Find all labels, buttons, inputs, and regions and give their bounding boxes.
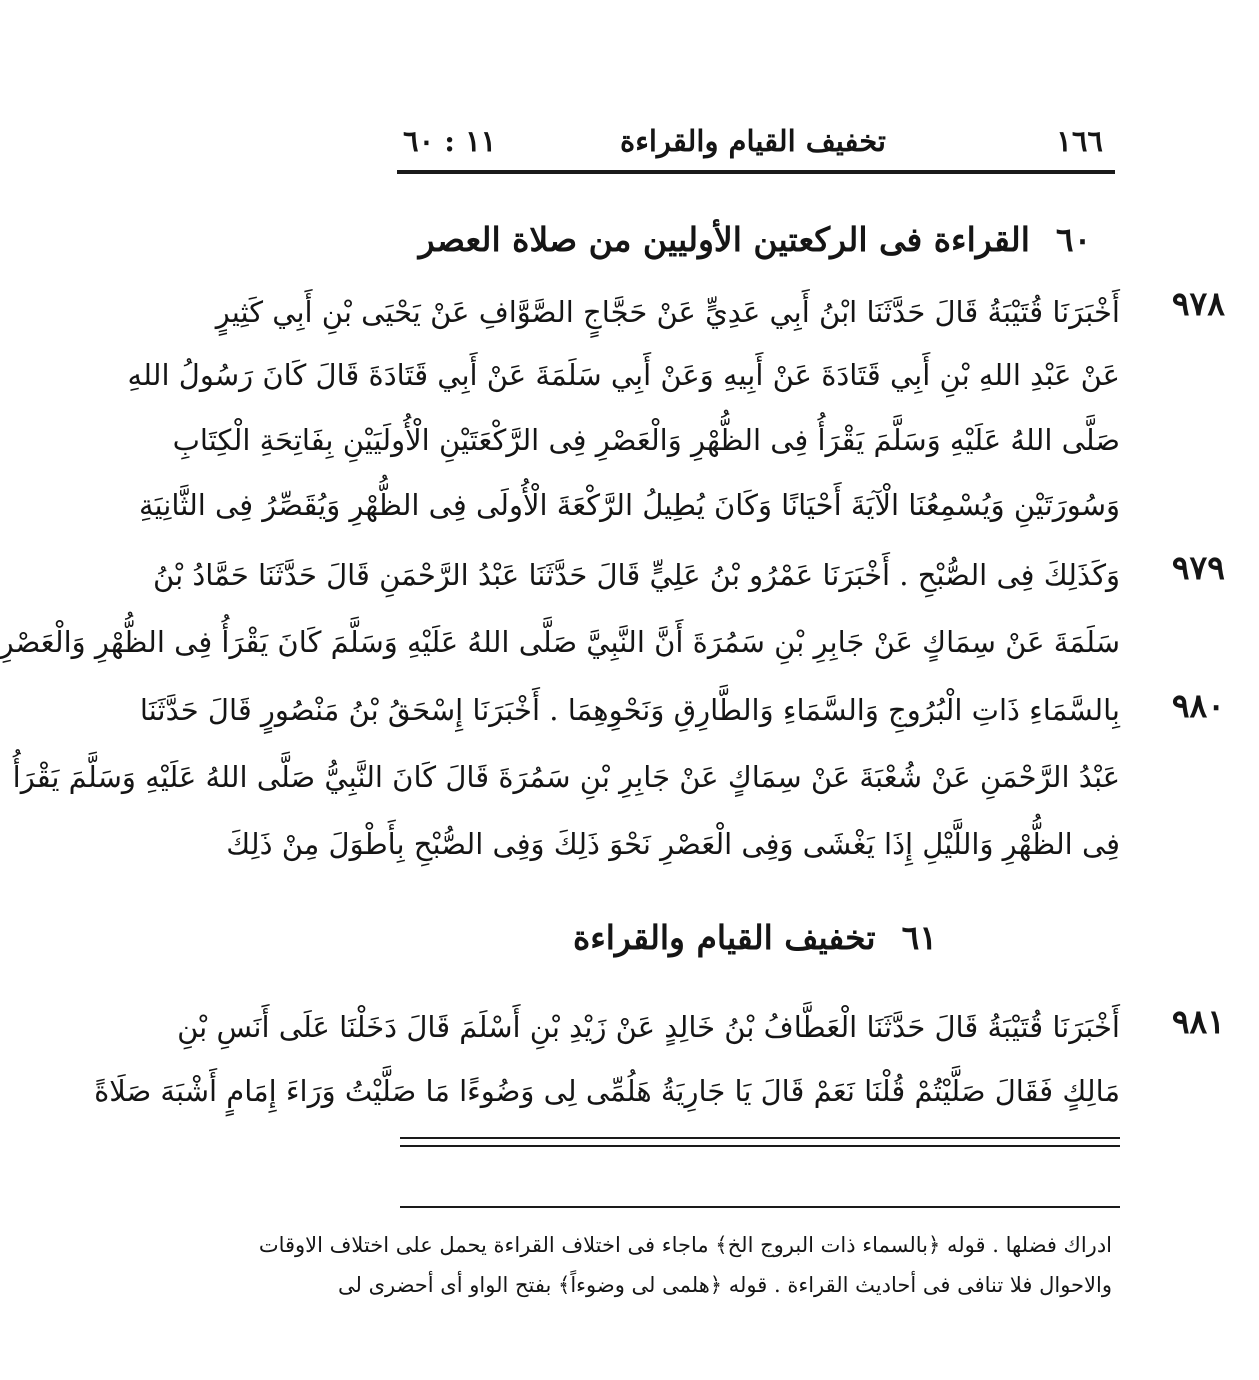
text-line: فِى الظُّهْرِ وَاللَّيْلِ إِذَا يَغْشَى وَفِى الْعَصْرِ نَحْوَ ذَلِكَ وَفِى الصُّبْحِ بِأَطْوَلَ مِنْ ذَلِكَ — [226, 827, 1120, 861]
text-line: سَلَمَةَ عَنْ سِمَاكٍ عَنْ جَابِرِ بْنِ سَمُرَةَ أَنَّ النَّبِيَّ صَلَّى اللهُ عَلَيْهِ وَسَلَّمَ كَانَ يَقْرَأُ فِى الظُّهْرِ وَالْعَصْرِ — [0, 625, 1120, 659]
header-rule — [397, 170, 1115, 174]
footnote-separator-rule — [400, 1206, 1120, 1208]
hadith-number-980: ٩٨٠ — [1171, 686, 1225, 725]
chapter-title: تخفيف القيام والقراءة — [572, 918, 876, 957]
text-line: صَلَّى اللهُ عَلَيْهِ وَسَلَّمَ يَقْرَأُ فِى الظُّهْرِ وَالْعَصْرِ فِى الرَّكْعَتَيْنِ الْأُولَيَيْنِ بِفَاتِحَةِ الْكِتَابِ — [172, 423, 1120, 457]
text-line: مَالِكٍ فَقَالَ صَلَّيْتُمْ قُلْنَا نَعَمْ قَالَ يَا جَارِيَةُ هَلُمِّى لِى وَضُوءًا مَا صَلَّيْتُ وَرَاءَ إِمَامٍ أَشْبَهَ صَلَاةً — [94, 1074, 1120, 1108]
chapter-heading-60 — [405, 220, 1105, 259]
text-line: أَخْبَرَنَا قُتَيْبَةُ قَالَ حَدَّثَنَا ابْنُ أَبِي عَدِيٍّ عَنْ حَجَّاجٍ الصَّوَّافِ عَنْ يَحْيَى بْنِ أَبِي كَثِيرٍ — [215, 295, 1120, 329]
text-line: بِالسَّمَاءِ ذَاتِ الْبُرُوجِ وَالسَّمَاءِ وَالطَّارِقِ وَنَحْوِهِمَا . أَخْبَرَنَا إِسْحَقُ بْنُ مَنْصُورٍ قَالَ حَدَّثَنَا — [139, 693, 1120, 727]
chapter-number: ٦٠ — [1055, 220, 1092, 259]
footnote-line: والاحوال فلا تنافى فى أحاديث القراءة . قوله ﴿هلمى لى وضوءاً﴾ بفتح الواو أى أحضرى لى — [338, 1273, 1112, 1297]
text-line: وَسُورَتَيْنِ وَيُسْمِعُنَا الْآيَةَ أَحْيَانًا وَكَانَ يُطِيلُ الرَّكْعَةَ الْأُولَى فِى الظُّهْرِ وَيُقَصِّرُ فِى الثَّانِيَةِ — [138, 488, 1120, 522]
text-line: عَبْدُ الرَّحْمَنِ عَنْ شُعْبَةَ عَنْ سِمَاكٍ عَنْ جَابِرِ بْنِ سَمُرَةَ قَالَ كَانَ النَّبِيُّ صَلَّى اللهُ عَلَيْهِ وَسَلَّمَ يَقْرَأُ — [12, 760, 1120, 794]
hadith-number-979: ٩٧٩ — [1171, 548, 1225, 587]
hadith-number-981: ٩٨١ — [1171, 1002, 1225, 1041]
text-line: عَنْ عَبْدِ اللهِ بْنِ أَبِي قَتَادَةَ عَنْ أَبِيهِ وَعَنْ أَبِي سَلَمَةَ عَنْ أَبِي قَتَادَةَ قَالَ كَانَ رَسُولُ اللهِ — [127, 358, 1120, 392]
chapter-number: ٦١ — [901, 918, 938, 957]
page-number: ١٦٦ — [1056, 124, 1103, 158]
footnote-line: ادراك فضلها . قوله ﴿بالسماء ذات البروج الخ﴾ ماجاء فى اختلاف القراءة يحمل على اختلاف الاوقات — [258, 1233, 1112, 1257]
hadith-number-978: ٩٧٨ — [1171, 284, 1225, 323]
running-title: تخفيف القيام والقراءة — [620, 124, 886, 158]
chapter-title: القراءة فى الركعتين الأوليين من صلاة العصر — [418, 220, 1030, 259]
text-line: وَكَذَلِكَ فِى الصُّبْحِ . أَخْبَرَنَا عَمْرُو بْنُ عَلِيٍّ قَالَ حَدَّثَنَا عَبْدُ الرَّحْمَنِ قَالَ حَدَّثَنَا حَمَّادُ بْنُ — [153, 558, 1120, 592]
running-header — [403, 124, 1103, 168]
hadith-range: ١١ : ٦٠ — [403, 124, 497, 158]
chapter-heading-61 — [405, 918, 1105, 957]
text-separator-double-rule — [400, 1137, 1120, 1147]
text-line: أَخْبَرَنَا قُتَيْبَةُ قَالَ حَدَّثَنَا الْعَطَّافُ بْنُ خَالِدٍ عَنْ زَيْدِ بْنِ أَسْلَمَ قَالَ دَخَلْنَا عَلَى أَنَسِ بْنِ — [177, 1010, 1120, 1044]
